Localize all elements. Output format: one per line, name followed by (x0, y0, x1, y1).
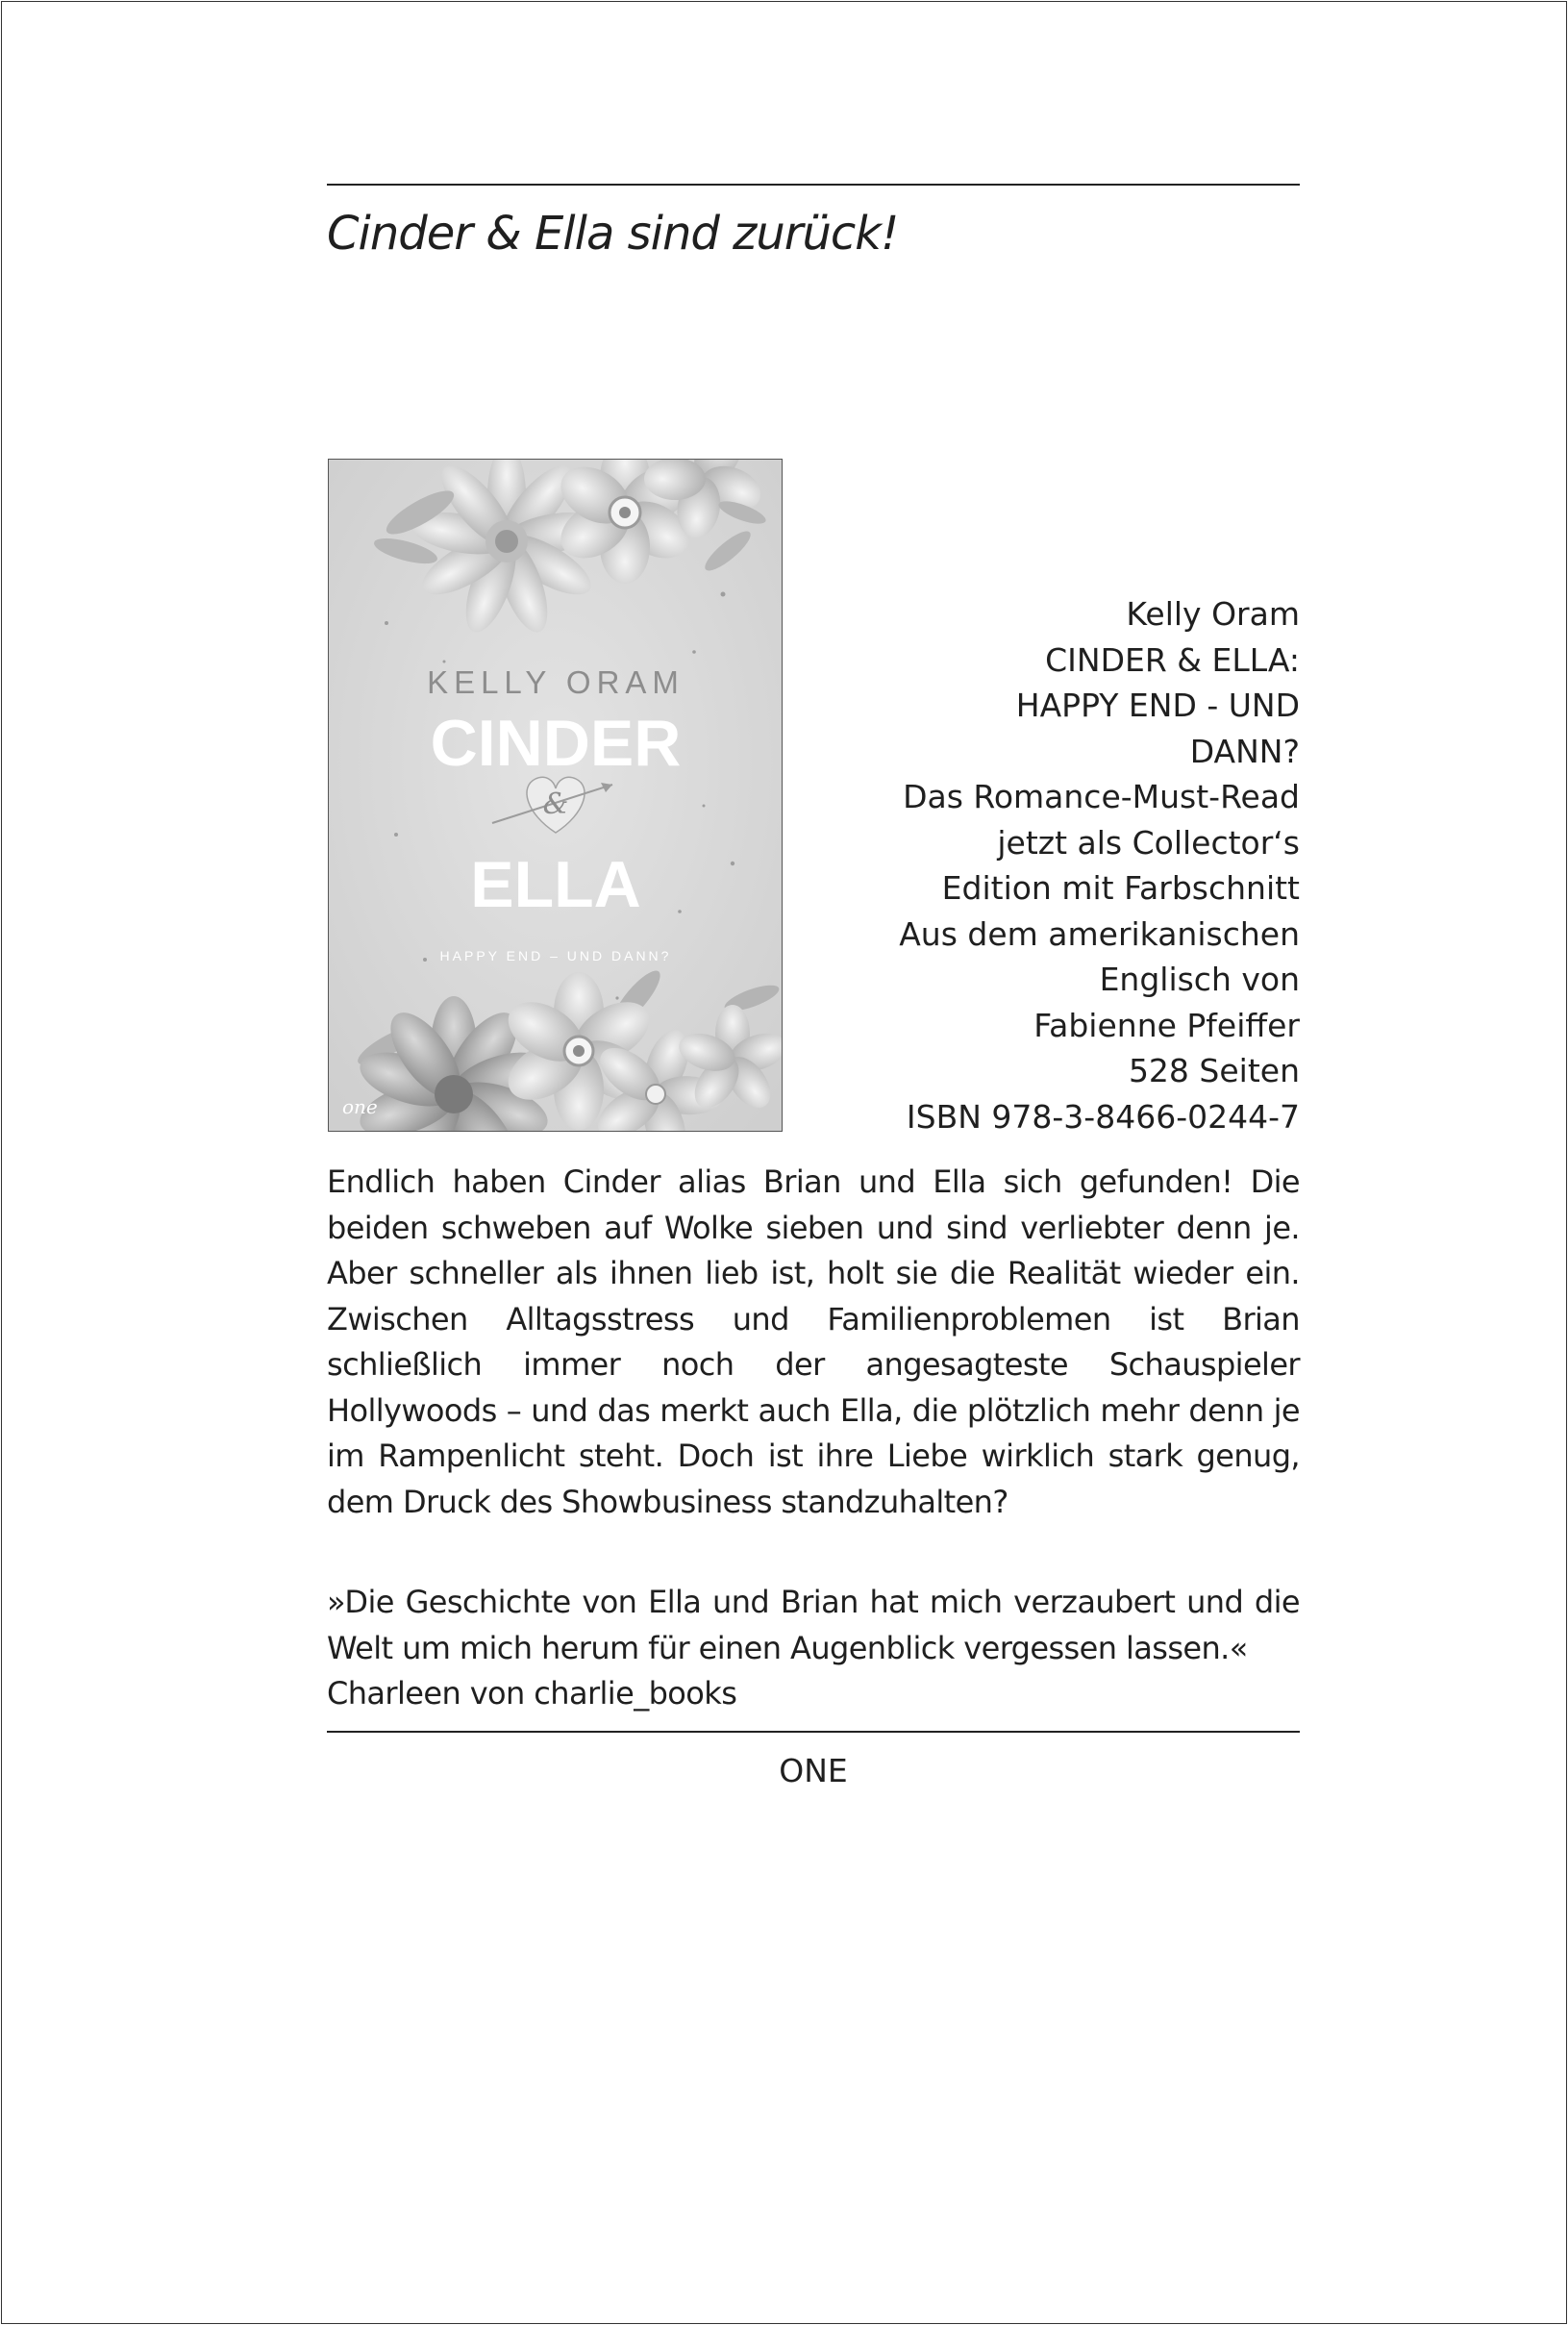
book-title-line-2: HAPPY END - UND (1015, 687, 1300, 724)
isbn: ISBN 978-3-8466-0244-7 (906, 1097, 1300, 1136)
book-cover (328, 459, 783, 1132)
bottom-divider (327, 1731, 1300, 1733)
cover-publisher-logo: one (342, 1095, 378, 1118)
book-blurb: Endlich haben Cinder alias Brian und Ella sich gefunden! Die beiden schweben auf Wolke sieben und sind verliebter denn je. Aber schneller als ihnen lieb ist, holt sie die Realität wieder ein. Zwischen Alltagsstress und Familienproblemen ist Brian schließlich immer noch der angesagteste Schauspieler Hollywoods – und das merkt auch Ella, die plötzlich mehr denn je im Rampenlicht steht. Doch ist ihre Liebe wirklich stark genug, dem Druck des Showbusiness standzuhalten? (327, 1163, 1300, 1520)
quote-line-1: »Die Geschichte von Ella und Brian hat mich verzaubert und die (327, 1584, 1300, 1620)
tagline-line-2: jetzt als Collector‘s (997, 823, 1300, 862)
book-details (886, 591, 1300, 1139)
cover-subtitle: HAPPY END – UND DANN? (439, 948, 672, 963)
headline: Cinder & Ella sind zurück! (327, 207, 899, 261)
book-title-line-1: CINDER & ELLA: (1045, 640, 1300, 679)
cover-author: KELLY ORAM (427, 664, 684, 700)
review-quote (327, 1580, 1300, 1717)
translation-line-2: Englisch von (1099, 961, 1300, 998)
translator-name: Fabienne Pfeiffer (1033, 1006, 1300, 1044)
cover-ampersand: & (542, 788, 569, 821)
quote-line-2: Welt um mich herum für einen Augenblick vergessen lassen.« (327, 1629, 1248, 1666)
cover-title-bottom: ELLA (470, 848, 641, 921)
book-author: Kelly Oram (1126, 595, 1300, 633)
tagline-line-1: Das Romance-Must-Read (903, 778, 1300, 815)
top-divider (327, 184, 1300, 186)
book-title-line-3: DANN? (1189, 732, 1300, 770)
cover-title-top: CINDER (430, 707, 682, 780)
page-count: 528 Seiten (1128, 1052, 1300, 1089)
publisher-name: ONE (779, 1752, 848, 1789)
tagline-line-3: Edition mit Farbschnitt (941, 869, 1300, 907)
quote-attribution: Charleen von charlie_books (327, 1675, 737, 1712)
translation-line-1: Aus dem amerikanischen (899, 914, 1300, 953)
